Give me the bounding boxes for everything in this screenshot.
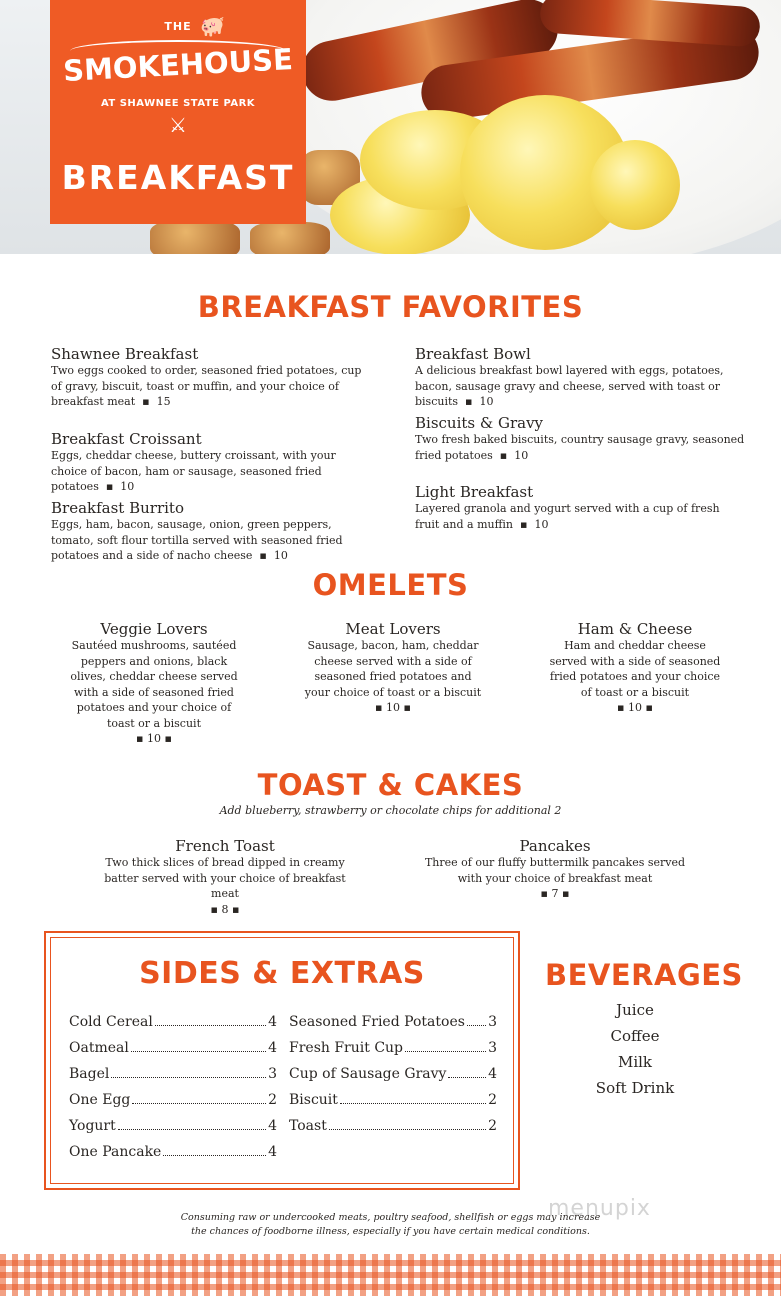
item-name: Meat Lovers (345, 620, 441, 638)
side-item (69, 1065, 277, 1083)
utensils-icon: ⚔ (169, 113, 187, 137)
side-price: 4 (268, 1144, 277, 1160)
item-desc: Sautéed mushrooms, sautéed peppers and onions, black olives, cheddar cheese served with a side of seasoned fried potatoes and your choice of toast or a biscuit (70, 639, 238, 730)
side-price: 4 (268, 1040, 277, 1056)
menu-item: Meat Lovers Sausage, bacon, ham, cheddar cheese served with a side of seasoned fried potatoes and your choice of toast or a biscuit ▪ 10 ▪ (304, 620, 482, 714)
side-item (69, 1117, 277, 1135)
logo (50, 0, 306, 224)
side-price: 3 (488, 1014, 497, 1030)
beverage-item: Milk (617, 1053, 653, 1071)
side-price: 4 (268, 1118, 277, 1134)
item-name: Veggie Lovers (100, 620, 208, 638)
menu-item: Shawnee Breakfast Two eggs cooked to order, seasoned fried potatoes, cup of gravy, biscuit, toast or muffin, and your choice of breakfast meat ▪ 15 (51, 345, 371, 410)
menu-item: Ham & Cheese Ham and cheddar cheese served with a side of seasoned fried potatoes and your choice of toast or a biscuit ▪ 10 ▪ (545, 620, 725, 716)
item-name: Ham & Cheese (577, 620, 693, 638)
menu-item: Breakfast Bowl A delicious breakfast bowl layered with eggs, potatoes, bacon, sausage gravy and cheese, served with toast or biscuits ▪ 10 (415, 345, 745, 410)
item-desc: Layered granola and yogurt served with a cup of fresh fruit and a muffin (415, 502, 720, 531)
side-price: 2 (268, 1092, 277, 1108)
toast-note: Add blueberry, strawberry or chocolate chips for additional 2 (219, 804, 562, 817)
item-price: 15 (156, 395, 171, 408)
item-price: 10 (534, 517, 549, 531)
dot-leader (448, 1077, 486, 1078)
item-name: Biscuits & Gravy (415, 414, 544, 432)
item-price: 10 (120, 480, 135, 493)
section-title-sides: SIDES & EXTRAS (139, 956, 425, 991)
item-desc: Sausage, bacon, ham, cheddar cheese served with a side of seasoned fried potatoes and your choice of toast or a biscuit (304, 639, 482, 699)
side-price: 4 (488, 1066, 497, 1082)
side-item (69, 1013, 277, 1031)
side-price: 3 (488, 1040, 497, 1056)
side-item (289, 1091, 497, 1109)
logo-location: AT SHAWNEE STATE PARK (100, 98, 256, 109)
notice-line-1: Consuming raw or undercooked meats, poultry seafood, shellfish or eggs may increase (180, 1212, 601, 1223)
scrambled-eggs (590, 140, 680, 230)
side-name: Biscuit (289, 1092, 338, 1108)
menu-item: Veggie Lovers Sautéed mushrooms, sautéed peppers and onions, black olives, cheddar cheese served with a side of seasoned fried potatoes and your choice of toast or a biscuit ▪ 10 ▪ (64, 620, 244, 747)
item-price: 10 (386, 701, 400, 714)
side-item (289, 1065, 497, 1083)
side-name: Cup of Sausage Gravy (289, 1066, 447, 1082)
side-item (289, 1013, 497, 1031)
side-price: 3 (268, 1066, 277, 1082)
side-name: Cold Cereal (69, 1014, 153, 1030)
item-price: 10 (147, 732, 161, 745)
side-item (69, 1091, 277, 1109)
section-title-beverages: BEVERAGES (545, 958, 743, 992)
item-name: Light Breakfast (415, 483, 534, 501)
potato (150, 220, 240, 254)
notice-line-2: the chances of foodborne illness, especially if you have certain medical conditions. (191, 1226, 590, 1237)
side-name: One Pancake (69, 1144, 162, 1160)
item-price: 10 (273, 549, 288, 562)
logo-the: THE (164, 20, 192, 33)
dot-leader (340, 1103, 486, 1104)
item-desc: Three of our fluffy buttermilk pancakes served with your choice of breakfast meat (424, 856, 686, 885)
pig-icon: 🐖 (200, 14, 225, 38)
item-desc: Ham and cheddar cheese served with a side of seasoned fried potatoes and your choice of toast or a biscuit (549, 639, 721, 699)
side-item (289, 1039, 497, 1057)
side-name: Yogurt (69, 1118, 116, 1134)
side-name: Seasoned Fried Potatoes (289, 1014, 465, 1030)
menu-item: Pancakes Three of our fluffy buttermilk pancakes served with your choice of breakfast meat ▪ 7 ▪ (415, 837, 695, 902)
watermark: menupix (548, 1196, 651, 1221)
logo-menu-title: BREAKFAST (61, 158, 295, 197)
beverage-item: Coffee (610, 1027, 660, 1045)
section-title-favorites: BREAKFAST FAVORITES (197, 290, 584, 324)
side-price: 2 (488, 1118, 497, 1134)
item-price: 10 (514, 448, 529, 462)
item-desc: Two eggs cooked to order, seasoned fried potatoes, cup of gravy, biscuit, toast or muffin, and your choice of breakfast meat (51, 364, 362, 408)
section-title-omelets: OMELETS (312, 568, 469, 602)
dot-leader (111, 1077, 266, 1078)
menu-item: Breakfast Burrito Eggs, ham, bacon, sausage, onion, green peppers, tomato, soft flour tortilla served with seasoned fried potatoes and a side of nacho cheese ▪ 10 (51, 499, 361, 564)
dot-leader (131, 1051, 266, 1052)
item-desc: Two fresh baked biscuits, country sausage gravy, seasoned fried potatoes (415, 433, 745, 462)
item-price: 7 (551, 887, 559, 900)
side-item (69, 1143, 277, 1161)
dot-leader (467, 1025, 486, 1026)
menu-item: French Toast Two thick slices of bread dipped in creamy batter served with your choice of breakfast meat ▪ 8 ▪ (95, 837, 355, 917)
dot-leader (132, 1103, 266, 1104)
menu-item: Breakfast Croissant Eggs, cheddar cheese, buttery croissant, with your choice of bacon, ham or sausage, seasoned fried potatoes ▪ 10 (51, 430, 371, 495)
beverage-item: Soft Drink (595, 1079, 675, 1097)
item-name: Pancakes (519, 837, 591, 855)
item-desc: Eggs, ham, bacon, sausage, onion, green peppers, tomato, soft flour tortilla served with seasoned fried potatoes and a side of nacho cheese (51, 518, 343, 562)
dot-leader (155, 1025, 266, 1026)
side-item (289, 1117, 497, 1135)
item-price: 8 (221, 902, 229, 916)
hero-photo (0, 0, 781, 254)
side-name: One Egg (69, 1092, 131, 1108)
side-name: Fresh Fruit Cup (289, 1040, 404, 1056)
food-safety-notice (0, 1211, 781, 1239)
potato (250, 222, 330, 254)
dot-leader (163, 1155, 266, 1156)
section-title-toast: TOAST & CAKES (257, 768, 524, 802)
dot-leader (118, 1129, 266, 1130)
item-price: 10 (479, 395, 494, 408)
menu-item: Light Breakfast Layered granola and yogurt served with a cup of fresh fruit and a muffin ▪ 10 (415, 483, 745, 532)
beverage-item: Juice (616, 1001, 654, 1019)
item-name: Breakfast Bowl (415, 345, 531, 363)
item-name: Breakfast Burrito (51, 499, 184, 517)
dot-leader (405, 1051, 486, 1052)
item-name: Shawnee Breakfast (51, 345, 199, 363)
item-name: Breakfast Croissant (51, 430, 202, 448)
dot-leader (329, 1129, 486, 1130)
item-price: 10 (628, 701, 642, 714)
side-name: Oatmeal (69, 1040, 129, 1056)
side-price: 4 (268, 1014, 277, 1030)
item-desc: A delicious breakfast bowl layered with eggs, potatoes, bacon, sausage gravy and cheese, served with toast or biscuits (415, 364, 724, 408)
side-name: Toast (289, 1118, 327, 1134)
side-item (69, 1039, 277, 1057)
side-price: 2 (488, 1092, 497, 1108)
item-desc: Eggs, cheddar cheese, buttery croissant, with your choice of bacon, ham or sausage, seasoned fried potatoes (51, 449, 336, 493)
menu-item: Biscuits & Gravy Two fresh baked biscuits, country sausage gravy, seasoned fried potatoes ▪ 10 (415, 414, 745, 462)
logo-name: SMOKEHOUSE (62, 42, 294, 88)
side-name: Bagel (69, 1066, 110, 1082)
item-desc: Two thick slices of bread dipped in creamy batter served with your choice of breakfast meat (104, 856, 346, 900)
gingham-border (0, 1254, 781, 1296)
item-name: French Toast (175, 837, 275, 855)
